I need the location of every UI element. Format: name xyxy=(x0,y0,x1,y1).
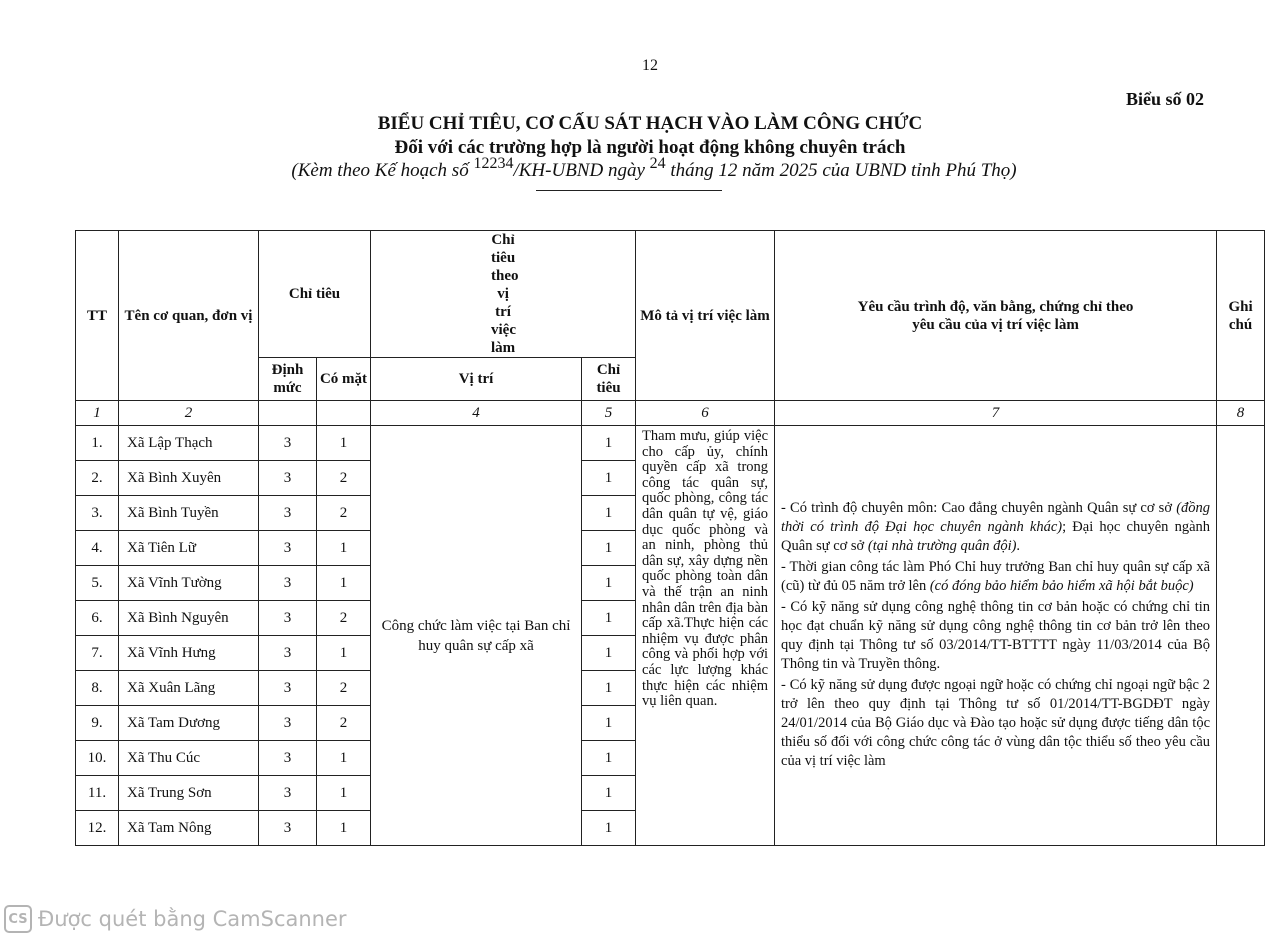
requirement-experience xyxy=(781,558,1210,596)
req-text: (đồng thời có trình độ Đại học chuyên ngành khác) xyxy=(781,499,1211,535)
plan-day: 24 xyxy=(649,155,666,172)
row-quota-norm: 3 xyxy=(259,566,317,601)
header-quota-by-position: Chỉ tiêu theo vị trí việc làm xyxy=(371,231,636,358)
req-text: - Thời gian công tác làm Phó Chỉ huy trưởng Ban chỉ huy quân sự cấp xã (cũ) từ đủ 05 năm trở lên xyxy=(781,558,1211,594)
row-quota-present: 2 xyxy=(317,461,371,496)
row-quota-norm: 3 xyxy=(259,636,317,671)
row-position-quota: 1 xyxy=(582,776,636,811)
header-position: Vị trí xyxy=(371,358,582,401)
index-cell: 6 xyxy=(636,401,775,426)
row-tt: 8. xyxy=(76,671,119,706)
row-agency-name: Xã Bình Nguyên xyxy=(119,601,259,636)
row-agency-name: Xã Lập Thạch xyxy=(119,426,259,461)
req-text: . xyxy=(1016,537,1021,554)
row-position-quota: 1 xyxy=(582,671,636,706)
document-reference xyxy=(0,155,1280,182)
row-tt: 12. xyxy=(76,811,119,846)
row-agency-name: Xã Bình Tuyền xyxy=(119,496,259,531)
row-quota-norm: 3 xyxy=(259,601,317,636)
requirement-education xyxy=(781,499,1210,556)
row-quota-present: 1 xyxy=(317,741,371,776)
row-tt: 5. xyxy=(76,566,119,601)
req-text: (có đóng bảo hiểm bảo hiểm xã hội bắt buộc) xyxy=(929,577,1194,594)
row-agency-name: Xã Tam Dương xyxy=(119,706,259,741)
reference-middle: /KH-UBND ngày xyxy=(513,160,650,181)
row-position-quota: 1 xyxy=(582,426,636,461)
row-position-quota: 1 xyxy=(582,706,636,741)
header-agency: Tên cơ quan, đơn vị xyxy=(119,231,259,401)
camscanner-watermark xyxy=(4,905,347,933)
row-quota-norm: 3 xyxy=(259,671,317,706)
row-position-quota: 1 xyxy=(582,531,636,566)
row-position-quota: 1 xyxy=(582,636,636,671)
row-quota-norm: 3 xyxy=(259,706,317,741)
row-quota-present: 1 xyxy=(317,776,371,811)
row-quota-present: 1 xyxy=(317,636,371,671)
row-quota-norm: 3 xyxy=(259,426,317,461)
row-tt: 9. xyxy=(76,706,119,741)
index-cell: 1 xyxy=(76,401,119,426)
row-quota-present: 1 xyxy=(317,811,371,846)
row-quota-norm: 3 xyxy=(259,776,317,811)
row-position-quota: 1 xyxy=(582,566,636,601)
row-agency-name: Xã Vĩnh Hưng xyxy=(119,636,259,671)
description-cell: Tham mưu, giúp việc cho cấp ủy, chính quyền cấp xã trong công tác quân sự, quốc phòng, công tác dân quân tự vệ, giáo dục quốc phòng và an ninh, phòng thủ dân sự, xây dựng nền quốc phòng toàn dân và thế trận an ninh nhân dân trên địa bàn cấp xã.Thực hiện các nhiệm vụ được phân công và phối hợp với các lực lượng khác thực hiện các nhiệm vụ liên quan. xyxy=(636,426,775,846)
row-agency-name: Xã Xuân Lãng xyxy=(119,671,259,706)
quota-table xyxy=(75,230,1265,846)
row-agency-name: Xã Thu Cúc xyxy=(119,741,259,776)
header-requirements: Yêu cầu trình độ, văn bằng, chứng chỉ theo yêu cầu của vị trí việc làm xyxy=(775,231,1217,401)
index-cell: 2 xyxy=(119,401,259,426)
row-quota-present: 1 xyxy=(317,531,371,566)
row-quota-norm: 3 xyxy=(259,461,317,496)
row-tt: 2. xyxy=(76,461,119,496)
row-tt: 1. xyxy=(76,426,119,461)
row-quota-present: 2 xyxy=(317,601,371,636)
header-quota: Chỉ tiêu xyxy=(259,231,371,358)
form-label: Biểu số 02 xyxy=(1126,89,1205,109)
row-tt: 4. xyxy=(76,531,119,566)
row-agency-name: Xã Bình Xuyên xyxy=(119,461,259,496)
row-quota-present: 2 xyxy=(317,671,371,706)
row-tt: 3. xyxy=(76,496,119,531)
row-position-quota: 1 xyxy=(582,741,636,776)
header-note: Ghi chú xyxy=(1217,231,1265,401)
row-quota-present: 2 xyxy=(317,496,371,531)
index-cell: 7 xyxy=(775,401,1217,426)
req-text: ; Đại học chuyên ngành Quân sự cơ sở xyxy=(781,518,1211,554)
index-cell xyxy=(317,401,371,426)
document-subtitle: Đối với các trường hợp là người hoạt động không chuyên trách xyxy=(394,137,906,158)
row-agency-name: Xã Tiên Lữ xyxy=(119,531,259,566)
row-quota-norm: 3 xyxy=(259,531,317,566)
row-position-quota: 1 xyxy=(582,811,636,846)
requirements-cell xyxy=(775,426,1217,846)
reference-suffix: tháng 12 năm 2025 của UBND tỉnh Phú Thọ) xyxy=(665,160,1017,181)
watermark-text: Được quét bằng CamScanner xyxy=(38,907,347,931)
page-number: 12 xyxy=(642,57,658,74)
reference-prefix: (Kèm theo Kế hoạch số xyxy=(291,160,474,181)
note-cell xyxy=(1217,426,1265,846)
row-agency-name: Xã Vĩnh Tường xyxy=(119,566,259,601)
row-quota-norm: 3 xyxy=(259,811,317,846)
header-description: Mô tả vị trí việc làm xyxy=(636,231,775,401)
row-quota-present: 2 xyxy=(317,706,371,741)
row-position-quota: 1 xyxy=(582,461,636,496)
row-agency-name: Xã Tam Nông xyxy=(119,811,259,846)
document-title: BIỂU CHỈ TIÊU, CƠ CẤU SÁT HẠCH VÀO LÀM CÔNG CHỨC xyxy=(377,113,923,134)
row-quota-present: 1 xyxy=(317,566,371,601)
index-row xyxy=(76,401,1265,426)
row-position-quota: 1 xyxy=(582,496,636,531)
row-agency-name: Xã Trung Sơn xyxy=(119,776,259,811)
header-quota-norm: Định mức xyxy=(259,358,317,401)
req-text: (tại nhà trường quân đội) xyxy=(867,537,1017,554)
camscanner-logo-icon: CS xyxy=(4,905,32,933)
row-tt: 6. xyxy=(76,601,119,636)
plan-number: 12234 xyxy=(473,155,514,172)
row-quota-norm: 3 xyxy=(259,741,317,776)
row-quota-present: 1 xyxy=(317,426,371,461)
header-quota-present: Có mặt xyxy=(317,358,371,401)
requirement-it-skills: - Có kỹ năng sử dụng công nghệ thông tin cơ bản hoặc có chứng chỉ tin học đạt chuẩn kỹ năng sử dụng công nghệ thông tin cơ bản trở lên theo quy định tại Thông tư số 03/2014/TT-BTTTT ngày 11/03/2014 của Bộ Thông tin và Truyền thông. xyxy=(781,598,1211,672)
table-row xyxy=(76,426,1265,461)
index-cell: 4 xyxy=(371,401,582,426)
req-text: - Có trình độ chuyên môn: Cao đẳng chuyên ngành Quân sự cơ sở xyxy=(781,499,1177,516)
index-cell: 8 xyxy=(1217,401,1265,426)
row-tt: 10. xyxy=(76,741,119,776)
row-tt: 7. xyxy=(76,636,119,671)
header-position-quota: Chỉ tiêu xyxy=(582,358,636,401)
index-cell: 5 xyxy=(582,401,636,426)
row-position-quota: 1 xyxy=(582,601,636,636)
row-tt: 11. xyxy=(76,776,119,811)
requirement-language: - Có kỹ năng sử dụng được ngoại ngữ hoặc có chứng chỉ ngoại ngữ bậc 2 trở lên theo quy định tại Thông tư số 01/2014/TT-BGDĐT ngày 24/01/2014 của Bộ Giáo dục và Đào tạo hoặc sử dụng được tiếng dân tộc thiểu số đối với công chức công tác ở vùng dân tộc thiểu số theo yêu cầu của vị trí việc làm xyxy=(781,676,1211,769)
title-underline xyxy=(536,190,722,191)
index-cell xyxy=(259,401,317,426)
row-quota-norm: 3 xyxy=(259,496,317,531)
position-cell: Công chức làm việc tại Ban chỉ huy quân sự cấp xã xyxy=(371,426,582,846)
header-tt: TT xyxy=(76,231,119,401)
